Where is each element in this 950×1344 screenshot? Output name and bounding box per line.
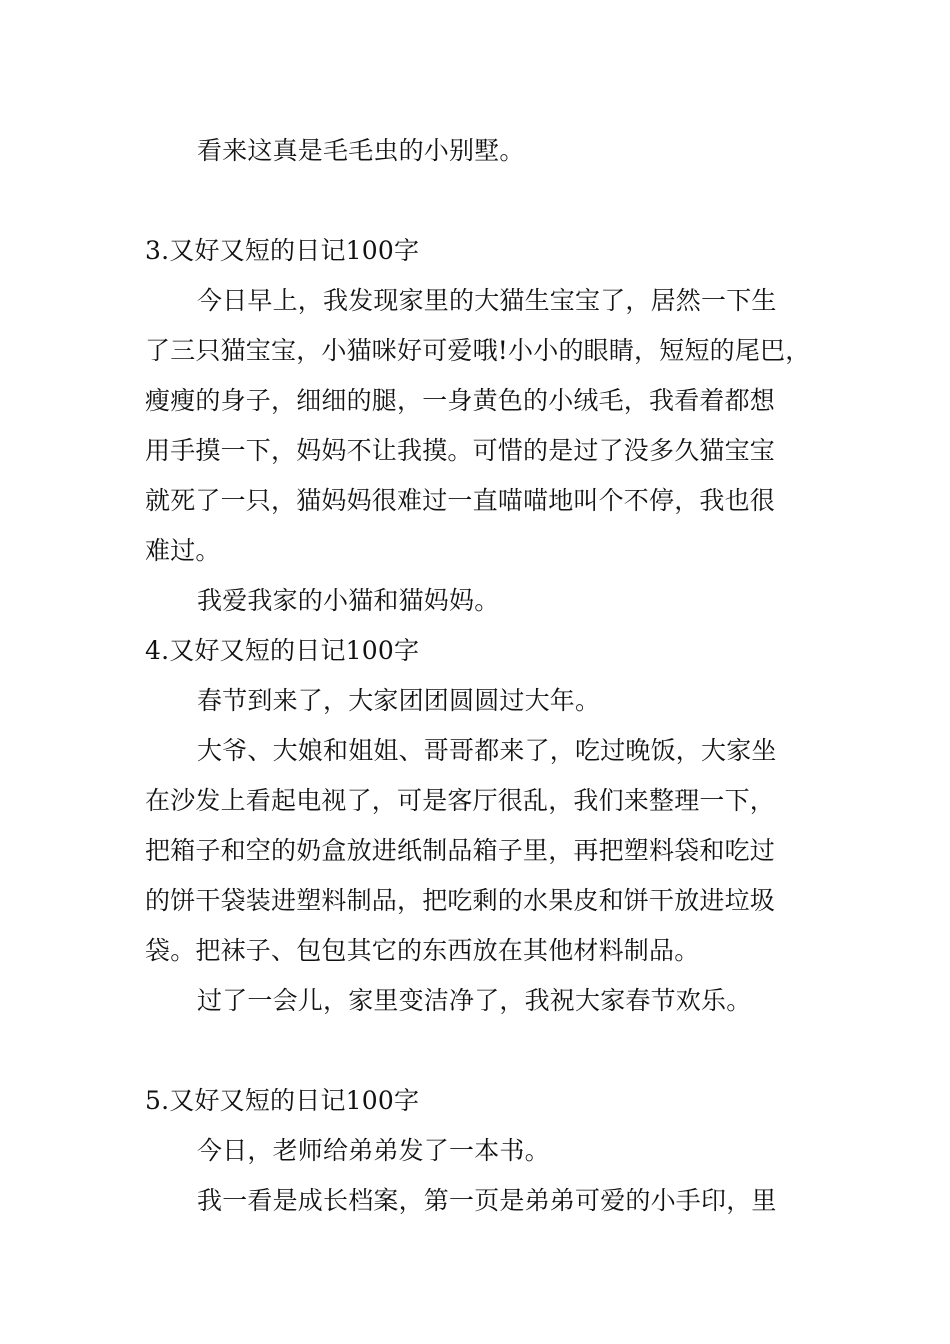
paragraph-line: 今日早上，我发现家里的大猫生宝宝了，居然一下生 [197,286,777,315]
blank-line [145,1026,810,1076]
blank-line [145,176,810,226]
paragraph-line: 就死了一只，猫妈妈很难过一直喵喵地叫个不停，我也很 [145,486,776,515]
paragraph-line: 把箱子和空的奶盒放进纸制品箱子里，再把塑料袋和吃过 [145,836,776,865]
paragraph-line: 袋。把袜子、包包其它的东西放在其他材料制品。 [145,936,700,965]
section-heading: 3.又好又短的日记100字 [145,236,420,265]
paragraph-line: 在沙发上看起电视了，可是客厅很乱，我们来整理一下， [145,786,776,815]
paragraph-line: 的饼干袋装进塑料制品，把吃剩的水果皮和饼干放进垃圾 [145,886,776,915]
paragraph-line: 过了一会儿，家里变洁净了，我祝大家春节欢乐。 [197,986,752,1015]
document-body [145,126,810,1226]
section-heading: 5.又好又短的日记100字 [145,1086,420,1115]
section-heading: 4.又好又短的日记100字 [145,636,420,665]
paragraph-line: 看来这真是毛毛虫的小别墅。 [197,136,525,165]
paragraph-line: 我爱我家的小猫和猫妈妈。 [197,586,500,615]
paragraph-line: 了三只猫宝宝，小猫咪好可爱哦!小小的眼睛，短短的尾巴， [145,336,811,365]
paragraph-line: 瘦瘦的身子，细细的腿，一身黄色的小绒毛，我看着都想 [145,386,776,415]
paragraph-line: 春节到来了，大家团团圆圆过大年。 [197,686,601,715]
paragraph-line: 我一看是成长档案，第一页是弟弟可爱的小手印，里 [197,1186,777,1215]
paragraph-line: 用手摸一下，妈妈不让我摸。可惜的是过了没多久猫宝宝 [145,436,776,465]
paragraph-line: 大爷、大娘和姐姐、哥哥都来了，吃过晚饭，大家坐 [197,736,777,765]
paragraph-line: 今日，老师给弟弟发了一本书。 [197,1136,550,1165]
paragraph-line: 难过。 [145,536,221,565]
